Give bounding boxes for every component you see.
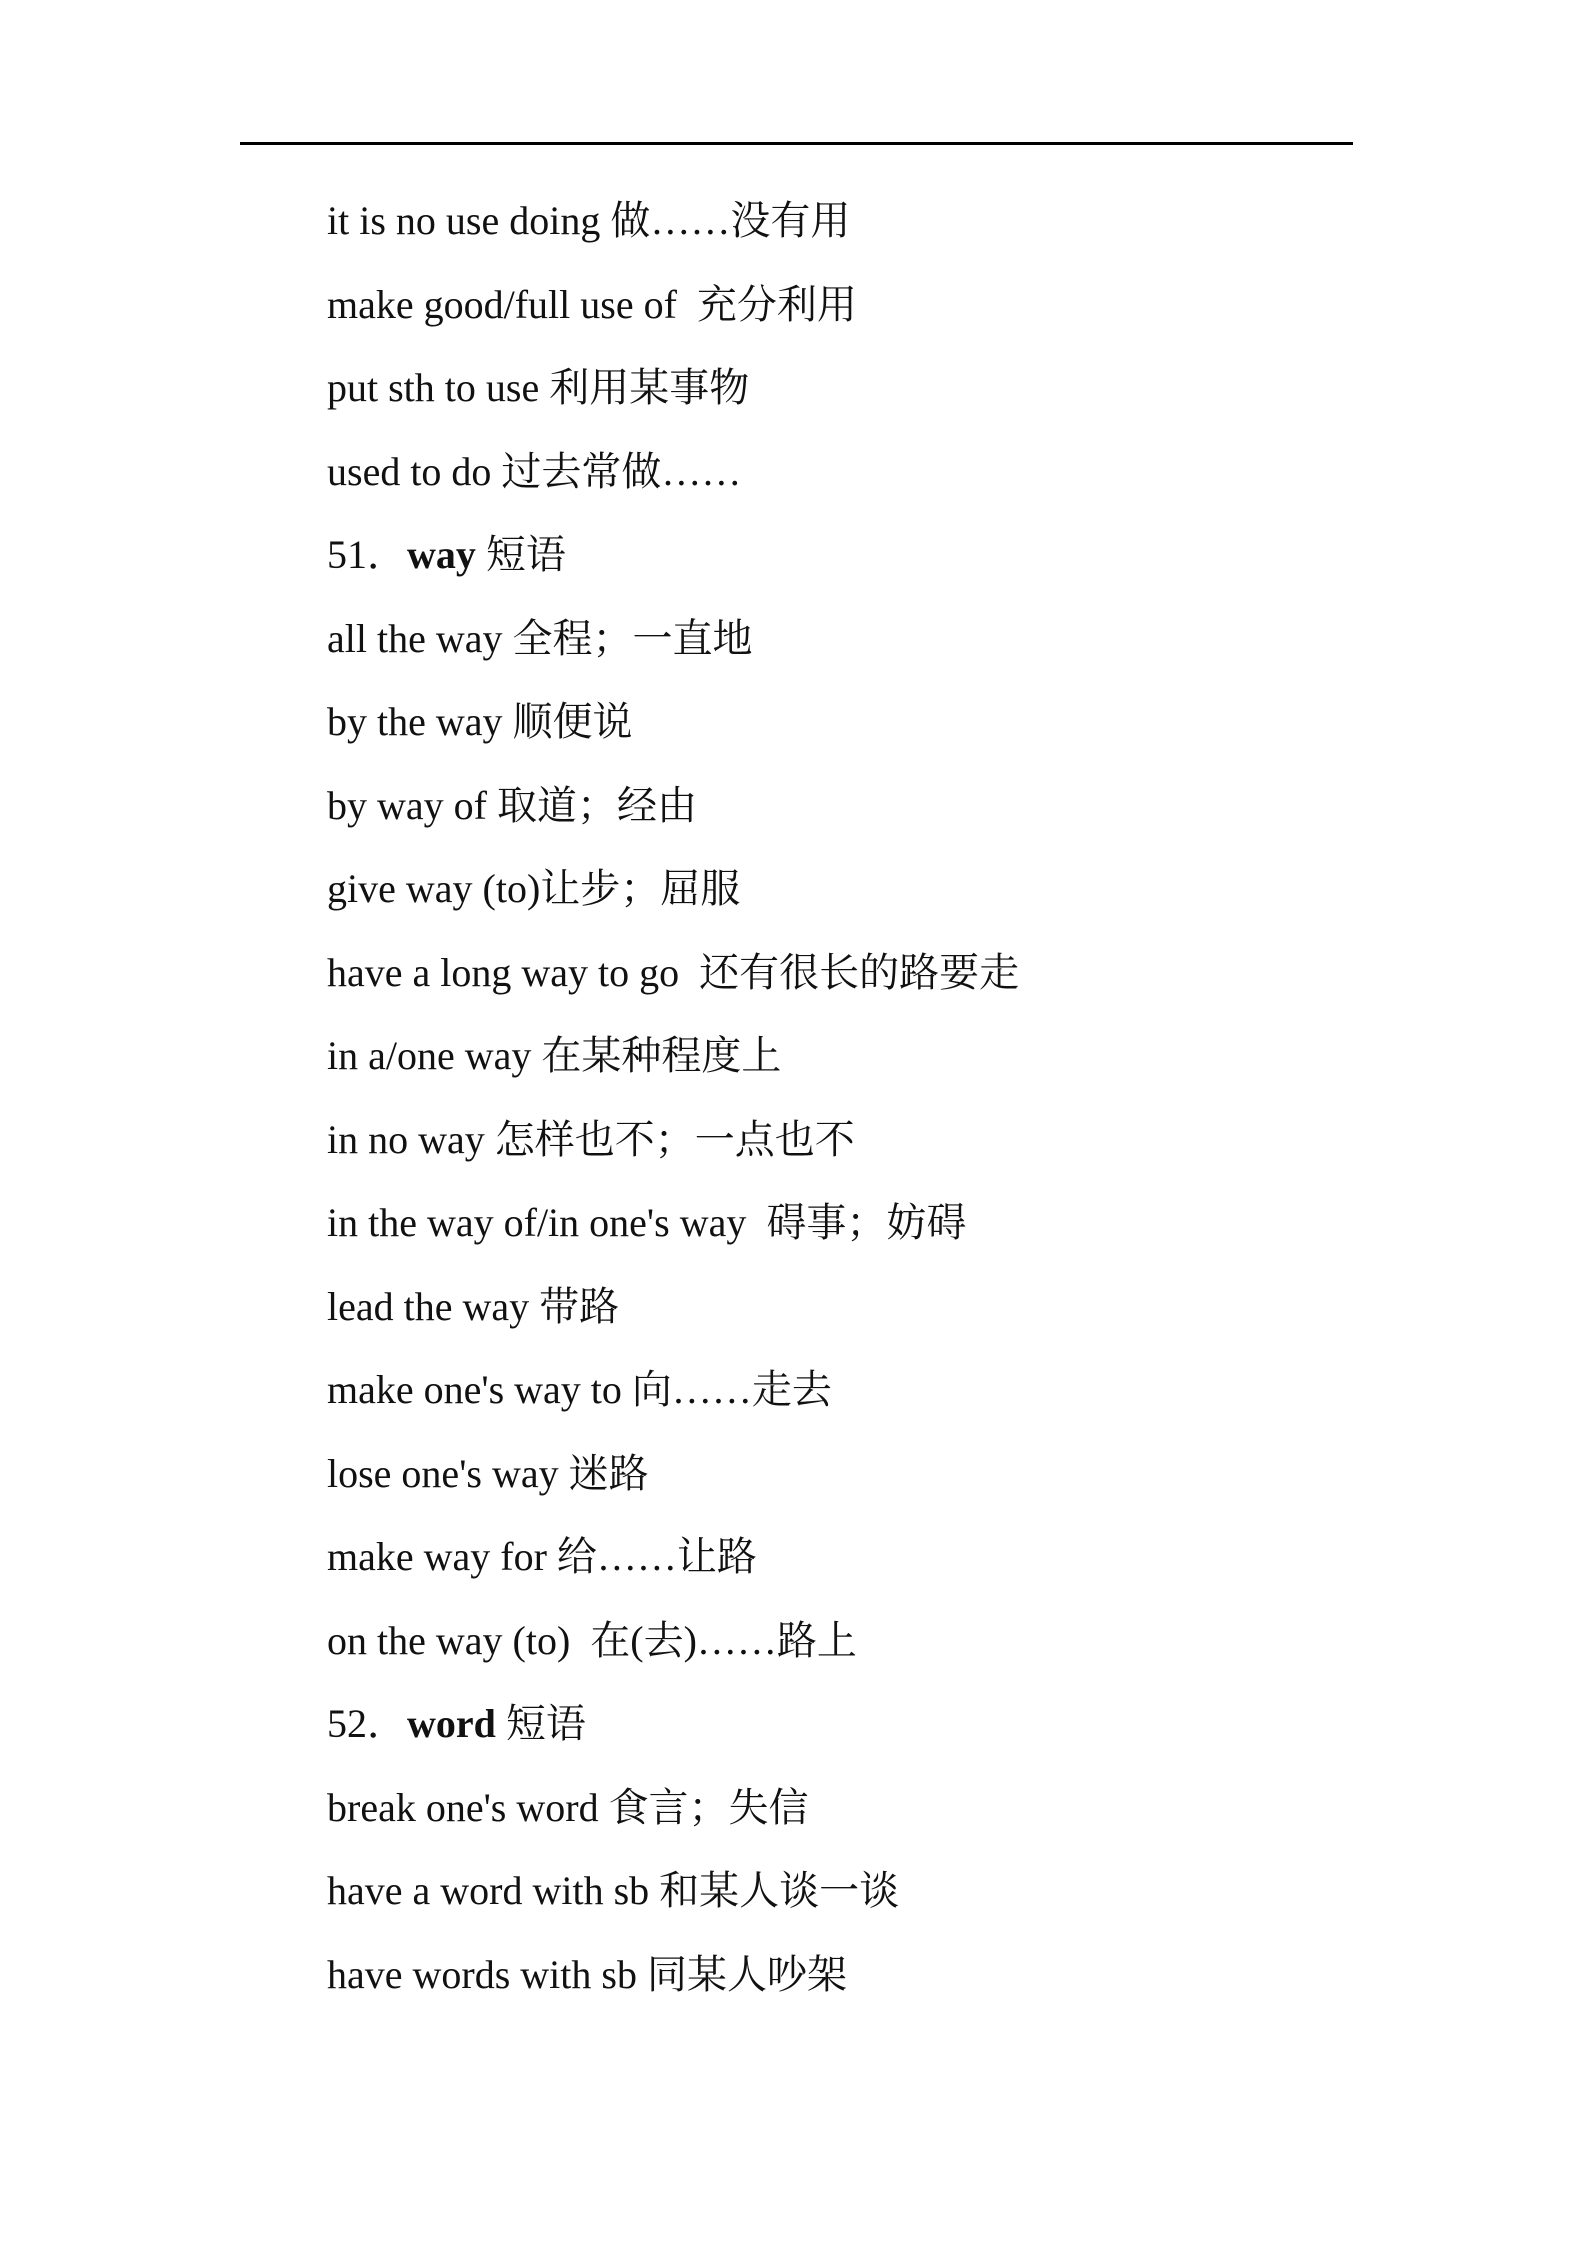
phrase-entry: it is no use doing 做……没有用: [327, 198, 851, 243]
section-heading-word: [327, 1691, 1427, 1775]
header-rule: [240, 142, 1353, 145]
phrase-entry: make one's way to 向……走去: [327, 1367, 832, 1412]
phrase-entry: have words with sb 同某人吵架: [327, 1951, 847, 1997]
section-suffix: 短语: [475, 532, 566, 577]
phrase-entry: lead the way 带路: [327, 1283, 620, 1329]
section-suffix: 短语: [495, 1701, 586, 1746]
section-number: 52．: [327, 1701, 407, 1746]
phrase-entry: make way for 给……让路: [327, 1534, 757, 1579]
section-keyword: way: [407, 532, 476, 577]
phrase-entry: make good/full use of 充分利用: [327, 281, 857, 327]
phrase-entry: lose one's way 迷路: [327, 1450, 649, 1496]
phrase-entry: on the way (to) 在(去)……路上: [327, 1617, 857, 1663]
phrase-entry: in the way of/in one's way 碍事；妨碍: [327, 1200, 967, 1245]
section-heading-way: [327, 522, 1427, 606]
phrase-entry: by way of 取道；经由: [327, 782, 697, 828]
phrase-entry: have a word with sb 和某人谈一谈: [327, 1868, 900, 1913]
phrase-entry: all the way 全程；一直地: [327, 615, 753, 661]
phrase-list: [327, 188, 1427, 2025]
section-keyword: word: [407, 1701, 496, 1746]
phrase-entry: give way (to)让步；屈服: [327, 866, 741, 911]
phrase-entry: break one's word 食言；失信: [327, 1784, 809, 1830]
phrase-entry: used to do 过去常做……: [327, 448, 742, 494]
phrase-entry: have a long way to go 还有很长的路要走: [327, 949, 1020, 995]
phrase-entry: in no way 怎样也不；一点也不: [327, 1116, 855, 1162]
section-number: 51．: [327, 532, 407, 577]
phrase-entry: put sth to use 利用某事物: [327, 365, 750, 410]
phrase-entry: in a/one way 在某种程度上: [327, 1033, 782, 1078]
phrase-entry: by the way 顺便说: [327, 699, 633, 744]
